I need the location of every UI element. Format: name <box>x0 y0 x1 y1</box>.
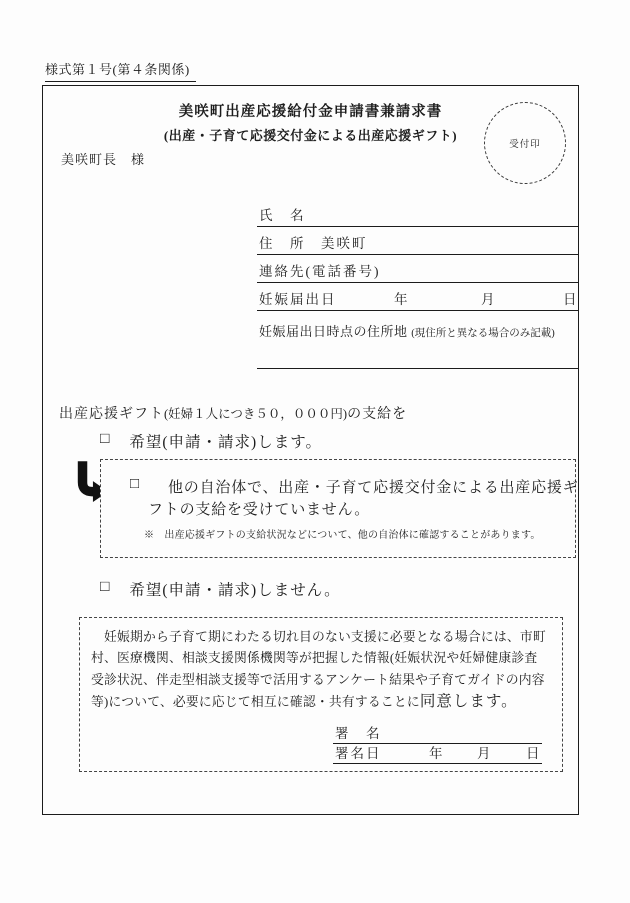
declaration-note: ※ 出産応援ギフトの支給状況などについて、他の自治体に確認することがあります。 <box>144 530 541 541</box>
year-label: 年 <box>394 292 408 307</box>
form-title: 美咲町出産応援給付金申請書兼請求書 <box>178 104 443 120</box>
signature-month-label: 月 <box>477 746 491 761</box>
signature-date-label: 署名日 <box>335 746 382 761</box>
consent-paragraph <box>91 627 546 714</box>
signature-label: 署 名 <box>335 726 382 741</box>
name-field-line[interactable] <box>257 198 578 227</box>
receipt-stamp-label: 受付印 <box>509 140 541 150</box>
consent-box <box>79 617 563 772</box>
gift-lead-amount: (妊婦１人につき５０，０００円) <box>164 407 348 421</box>
form-subtitle: (出産・子育て応援交付金による出産応援ギフト) <box>163 128 458 143</box>
consent-line-2: 村、医療機関、相談支援関係機関等が把握した情報(妊娠状況や妊婦健康診査 <box>91 651 538 666</box>
signature-field-line[interactable] <box>333 722 542 744</box>
residence-field-line[interactable] <box>257 368 578 369</box>
name-label: 氏 名 <box>259 208 306 223</box>
declaration-line2: フトの支給を受けていません。 <box>148 502 371 518</box>
accept-label: 希望(申請・請求)します。 <box>129 434 322 451</box>
receipt-stamp-circle <box>484 102 566 184</box>
gift-lead-sentence <box>59 403 407 423</box>
decline-checkbox[interactable]: □ <box>100 578 111 595</box>
day-label: 日 <box>563 292 577 307</box>
pregnancy-date-label: 妊娠届出日 <box>259 292 337 307</box>
option-decline-row <box>100 578 341 600</box>
residence-label <box>259 321 555 340</box>
contact-field-line[interactable] <box>257 254 578 283</box>
addressee-line: 美咲町長 様 <box>61 152 146 167</box>
option-accept-row <box>100 430 322 452</box>
declaration-checkbox[interactable]: □ <box>130 476 140 492</box>
consent-agree-emphasis: 同意します。 <box>419 693 518 711</box>
signature-date-field-line[interactable] <box>333 743 542 764</box>
form-border-box <box>42 85 579 815</box>
contact-label: 連絡先(電話番号) <box>259 264 381 279</box>
consent-line-1: 妊娠期から子育て期にわたる切れ目のない支援に必要となる場合には、市町 <box>91 630 546 644</box>
other-municipality-declaration-box <box>100 459 579 558</box>
consent-line-3: 受診状況、伴走型相談支援等で活用するアンケート結果や子育てガイドの内容 <box>91 672 545 687</box>
gift-lead-main: 出産応援ギフト <box>59 407 164 422</box>
signature-day-label: 日 <box>526 746 540 761</box>
signature-year-label: 年 <box>429 746 443 761</box>
accept-checkbox[interactable]: □ <box>100 430 111 447</box>
residence-label-main: 妊娠届出日時点の住所地 <box>259 324 408 339</box>
address-field-line[interactable] <box>257 226 578 255</box>
consent-line-4-text: 等)について、必要に応じて相互に確認・共有することに <box>91 695 420 710</box>
month-label: 月 <box>481 292 495 307</box>
pregnancy-date-field-line[interactable] <box>257 282 578 311</box>
declaration-line1: 他の自治体で、出産・子育て応援交付金による出産応援ギ <box>168 480 579 496</box>
residence-label-note: (現住所と異なる場合のみ記載) <box>411 328 555 339</box>
consent-line-4 <box>91 691 546 713</box>
form-number-label: 様式第１号(第４条関係) <box>45 59 196 82</box>
address-label: 住 所 美咲町 <box>259 236 368 251</box>
gift-lead-tail: の支給を <box>347 407 408 422</box>
decline-label: 希望(申請・請求)しません。 <box>129 582 341 599</box>
